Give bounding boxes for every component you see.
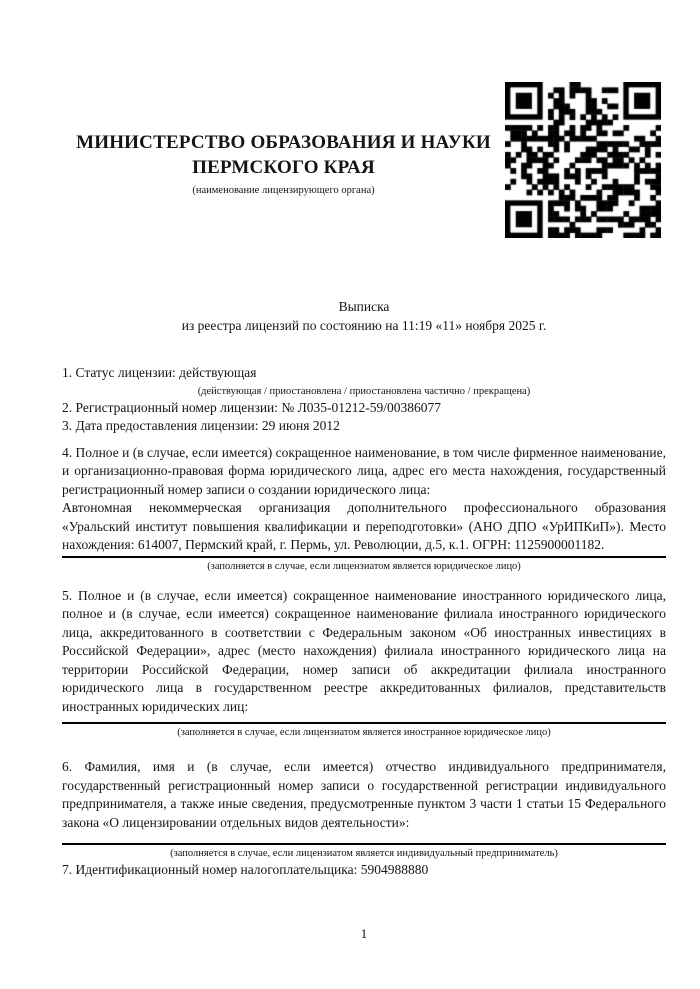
item-5-foreign-entity-section bbox=[62, 587, 666, 741]
page-number: 1 bbox=[360, 926, 368, 941]
item-1-caption: (действующая / приостановлена / приостановлена частично / прекращена) bbox=[197, 385, 531, 397]
ministry-name-line1: МИНИСТЕРСТВО ОБРАЗОВАНИЯ И НАУКИ bbox=[76, 132, 491, 153]
ministry-caption: (наименование лицензирующего органа) bbox=[192, 185, 375, 196]
item-6-entrepreneur-section bbox=[62, 758, 666, 861]
document-title-line2: из реестра лицензий по состоянию на 11:19 «11» ноября 2025 г. bbox=[181, 317, 547, 333]
item-7-taxpayer-id: 7. Идентификационный номер налогоплательщика: 5904988880 bbox=[62, 862, 429, 877]
item-5-caption: (заполняется в случае, если лицензиатом является иностранное юридическое лицо) bbox=[177, 727, 551, 738]
item-3-grant-date: 3. Дата предоставления лицензии: 29 июня 2012 bbox=[62, 418, 340, 433]
item-5-rule bbox=[62, 722, 666, 724]
item-4-value: Автономная некоммерческая организация дополнительного профессионального образования «Уральский институт повышения квалификации и переподготовки» (АНО ДПО «УрИПКиП»). Место нахождения: 614007, Пермский край, г. Пермь, ул. Революции, д.5, к.1. ОГРН: 1125900001182. bbox=[62, 500, 666, 552]
item-6-rule bbox=[62, 843, 666, 845]
qr-code-icon bbox=[505, 82, 661, 238]
item-4-legal-entity-section bbox=[62, 444, 666, 574]
item-1-license-status: 1. Статус лицензии: действующая bbox=[62, 365, 257, 380]
issuing-authority-block bbox=[62, 130, 505, 197]
item-4-label: 4. Полное и (в случае, если имеется) сокращенное наименование, в том числе фирменное наименование, и организационно-правовая форма юридического лица, адрес его места нахождения, государственный регистрационный номер записи о создании юридического лица: bbox=[62, 444, 666, 497]
item-5-label: 5. Полное и (в случае, если имеется) сокращенное наименование иностранного юридического лица, полное и (в случае, если имеется) сокращенное наименование филиала иностранного юридического лица, аккредитованного в соответствии с Федеральным законом «Об иностранных инвестициях в Российской Федерации», адрес (место нахождения) филиала иностранного юридического лица на территории Российской Федерации, номер записи об аккредитации филиала иностранного юридического лица в государственном реестре аккредитованных филиалов, представительств иностранных юридических лиц: bbox=[62, 587, 666, 714]
ministry-name-line2: ПЕРМСКОГО КРАЯ bbox=[192, 157, 375, 178]
document-title bbox=[62, 298, 666, 335]
item-6-caption: (заполняется в случае, если лицензиатом является индивидуальный предприниматель) bbox=[170, 848, 558, 859]
item-4-rule bbox=[62, 556, 666, 558]
document-body bbox=[62, 364, 666, 880]
item-6-label: 6. Фамилия, имя и (в случае, если имеется) отчество индивидуального предпринимателя, государственный регистрационный номер записи о государственной регистрации индивидуального предпринимателя, а также иные сведения, предусмотренные пунктом 3 части 1 статьи 15 Федерального закона «О лицензировании отдельных видов деятельности»: bbox=[62, 759, 666, 830]
item-2-registration-number: 2. Регистрационный номер лицензии: № Л035-01212-59/00386077 bbox=[62, 399, 442, 415]
document-title-line1: Выписка bbox=[338, 299, 390, 314]
item-4-caption: (заполняется в случае, если лицензиатом является юридическое лицо) bbox=[207, 560, 521, 572]
